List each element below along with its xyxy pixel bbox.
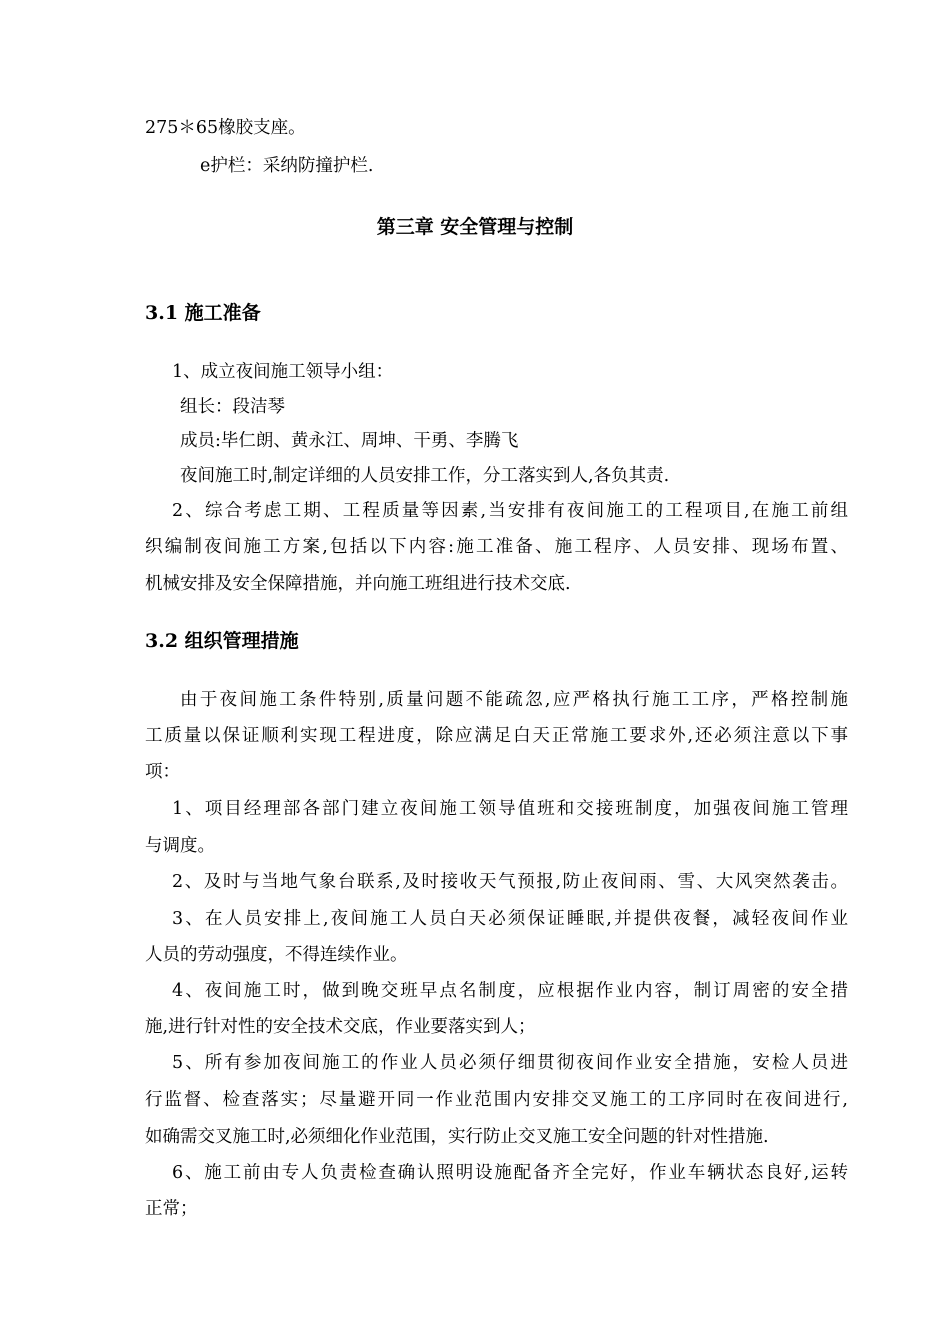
section-heading-3-1: 3.1 施工准备 <box>145 302 261 324</box>
paragraph-line: 6、施工前由专人负责检查确认照明设施配备齐全完好，作业车辆状态良好,运转 <box>172 1163 848 1183</box>
paragraph-line: 5、所有参加夜间施工的作业人员必须仔细贯彻夜间作业安全措施，安检人员进 <box>172 1053 848 1073</box>
chapter-title: 第三章 安全管理与控制 <box>376 216 574 238</box>
intro-line-guardrail: e护栏：采纳防撞护栏. <box>200 156 374 176</box>
paragraph-line: 4、夜间施工时，做到晚交班早点名制度，应根据作业内容，制订周密的安全措 <box>172 981 848 1001</box>
paragraph-line: 2、及时与当地气象台联系,及时接收天气预报,防止夜间雨、雪、大风突然袭击。 <box>172 872 848 892</box>
paragraph-line: 正常； <box>145 1199 198 1219</box>
duty-line: 夜间施工时,制定详细的人员安排工作，分工落实到人,各负其责. <box>180 466 670 486</box>
paragraph-line: 3、在人员安排上,夜间施工人员白天必须保证睡眠,并提供夜餐，减轻夜间作业 <box>172 909 848 929</box>
paragraph-line: 项： <box>145 762 180 782</box>
paragraph-line: 人员的劳动强度，不得连续作业。 <box>145 945 408 965</box>
paragraph-line: 行监督、检查落实；尽量避开同一作业范围内安排交叉施工的工序同时在夜间进行, <box>145 1090 848 1110</box>
paragraph-line: 1、项目经理部各部门建立夜间施工领导值班和交接班制度，加强夜间施工管理 <box>172 799 848 819</box>
paragraph-line: 与调度。 <box>145 836 215 856</box>
paragraph-line: 2、综合考虑工期、工程质量等因素,当安排有夜间施工的工程项目,在施工前组 <box>172 501 848 521</box>
paragraph-line: 织编制夜间施工方案,包括以下内容:施工准备、施工程序、人员安排、现场布置、 <box>145 537 848 557</box>
team-members-line: 成员:毕仁朗、黄永江、周坤、干勇、李腾飞 <box>180 431 519 451</box>
section-heading-3-2: 3.2 组织管理措施 <box>145 630 299 652</box>
paragraph-line: 由于夜间施工条件特别,质量问题不能疏忽,应严格执行施工工序，严格控制施 <box>180 690 848 710</box>
team-leader-line: 组长：段洁琴 <box>180 397 285 417</box>
list-item: 1、成立夜间施工领导小组： <box>172 362 394 382</box>
paragraph-line: 工质量以保证顺利实现工程进度，除应满足白天正常施工要求外,还必须注意以下事 <box>145 726 848 746</box>
paragraph-line: 机械安排及安全保障措施，并向施工班组进行技术交底. <box>145 574 571 594</box>
paragraph-line: 施,进行针对性的安全技术交底，作业要落实到人； <box>145 1017 536 1037</box>
intro-line-bearing: 275＊65橡胶支座。 <box>145 118 306 138</box>
paragraph-line: 如确需交叉施工时,必须细化作业范围，实行防止交叉施工安全问题的针对性措施. <box>145 1127 769 1147</box>
